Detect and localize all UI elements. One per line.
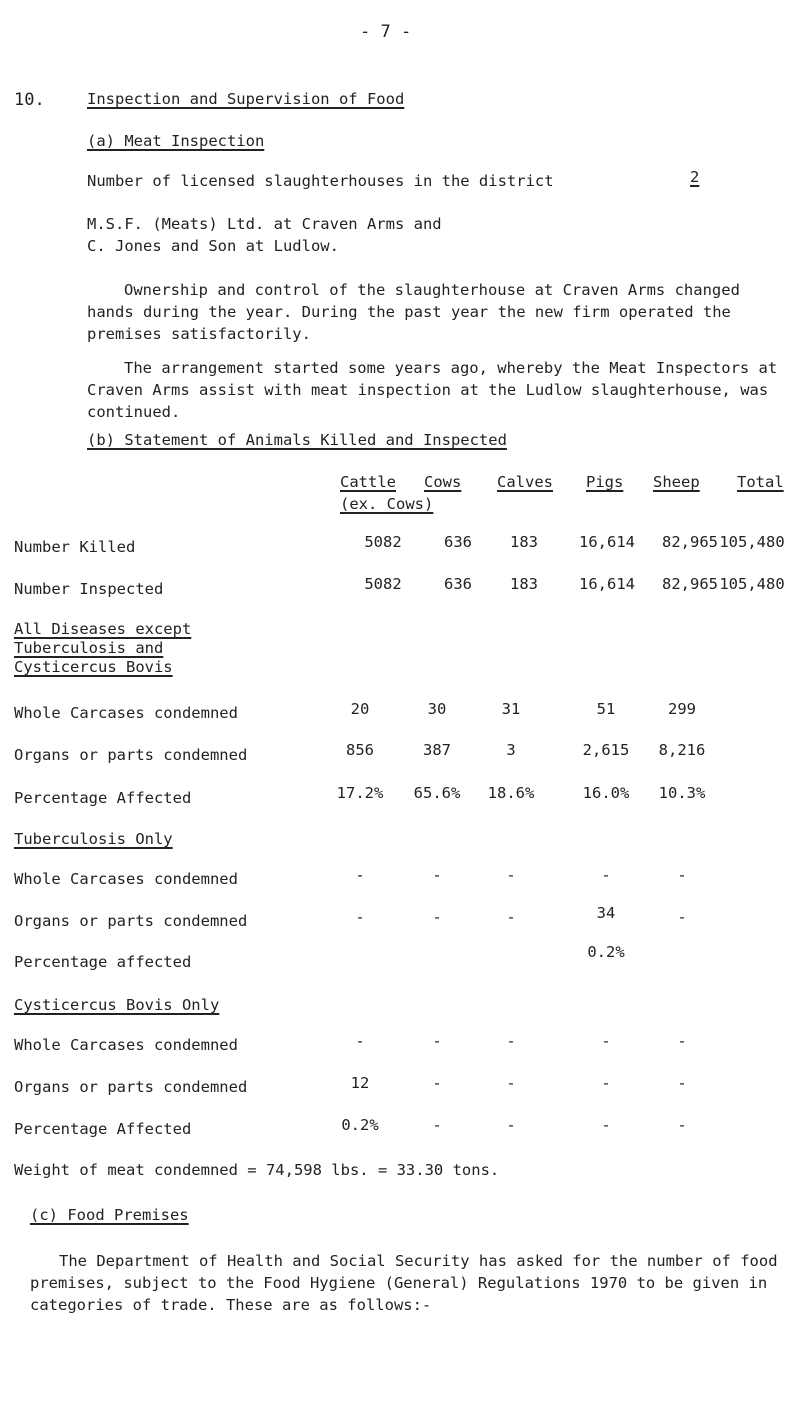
col-header-cows: Cows — [424, 473, 462, 491]
table-cell: - — [432, 908, 442, 926]
table-cell: 636 — [444, 533, 472, 551]
table-cell: - — [506, 908, 516, 926]
col-header-total: Total — [737, 473, 784, 491]
table-cell: - — [677, 1032, 687, 1050]
table-cell: - — [506, 866, 516, 884]
table-cell: - — [677, 908, 687, 926]
table-cell: 299 — [668, 700, 696, 718]
all-diseases-heading-2: Tuberculosis and — [14, 639, 164, 657]
slaughterhouse-line-2: C. Jones and Son at Ludlow. — [87, 237, 339, 255]
section-number: 10. — [14, 90, 45, 110]
all-diseases-heading-3: Cysticercus Bovis — [14, 658, 173, 676]
table-cell: 17.2% — [336, 784, 384, 802]
table-cell: 8,216 — [658, 741, 706, 759]
table-cell: 65.6% — [413, 784, 461, 802]
table-cell: 12 — [350, 1074, 370, 1092]
table-cell: - — [355, 866, 365, 884]
table-cell: 34 — [596, 904, 616, 922]
slaughterhouses-count: 2 — [690, 168, 700, 186]
food-premises-heading: (c) Food Premises — [30, 1206, 189, 1224]
tuberculosis-heading: Tuberculosis Only — [14, 830, 173, 848]
number-inspected-label: Number Inspected — [14, 580, 164, 598]
ownership-paragraph: Ownership and control of the slaughterhouse at Craven Arms changed hands during the year. During the past year the new firm operated the premises satisfactorily. — [87, 281, 740, 343]
table-cell: - — [355, 908, 365, 926]
number-killed-label: Number Killed — [14, 538, 136, 556]
table-cell: 82,965 — [662, 533, 718, 551]
row-label: Percentage Affected — [14, 1120, 192, 1138]
row-label: Whole Carcases condemned — [14, 1036, 238, 1054]
table-cell: 105,480 — [719, 575, 785, 593]
all-diseases-heading-1: All Diseases except — [14, 620, 192, 638]
slaughterhouses-label: Number of licensed slaughterhouses in the district — [87, 172, 554, 190]
table-cell: 856 — [346, 741, 374, 759]
table-cell: - — [432, 1032, 442, 1050]
table-cell: - — [601, 866, 611, 884]
table-cell: 5082 — [364, 575, 402, 593]
row-label: Organs or parts condemned — [14, 1078, 248, 1096]
weight-condemned: Weight of meat condemned = 74,598 lbs. = 33.30 tons. — [14, 1161, 500, 1179]
table-cell: 0.2% — [341, 1116, 379, 1134]
table-cell: 183 — [510, 575, 538, 593]
table-cell: 16.0% — [582, 784, 630, 802]
table-cell: 16,614 — [579, 575, 635, 593]
table-cell: - — [432, 866, 442, 884]
table-cell: 10.3% — [658, 784, 706, 802]
page-number: - 7 - — [360, 22, 412, 42]
table-cell: - — [432, 1074, 442, 1092]
cysticercus-heading: Cysticercus Bovis Only — [14, 996, 220, 1014]
table-cell: - — [432, 1116, 442, 1134]
slaughterhouse-line-1: M.S.F. (Meats) Ltd. at Craven Arms and — [87, 215, 442, 233]
table-cell: - — [601, 1116, 611, 1134]
table-cell: - — [677, 866, 687, 884]
table-cell: 51 — [596, 700, 616, 718]
table-cell: 2,615 — [582, 741, 630, 759]
row-label: Organs or parts condemned — [14, 746, 248, 764]
table-cell: 105,480 — [719, 533, 785, 551]
arrangement-paragraph: The arrangement started some years ago, whereby the Meat Inspectors at Craven Arms assist with meat inspection at the Ludlow slaughterhouse, was continued. — [87, 359, 778, 421]
col-header-cattle: Cattle — [340, 473, 396, 491]
table-cell: 31 — [501, 700, 521, 718]
table-cell: 30 — [427, 700, 447, 718]
row-label: Percentage Affected — [14, 789, 192, 807]
table-cell: 3 — [506, 741, 516, 759]
row-label: Organs or parts condemned — [14, 912, 248, 930]
table-cell: - — [506, 1116, 516, 1134]
table-cell: 0.2% — [587, 943, 625, 961]
food-premises-paragraph: The Department of Health and Social Security has asked for the number of food premises, subject to the Food Hygiene (General) Regulations 1970 to be given in categories of trade. These are as follows:- — [30, 1252, 778, 1314]
table-cell: - — [601, 1074, 611, 1092]
meat-inspection-heading: (a) Meat Inspection — [87, 132, 265, 150]
row-label: Whole Carcases condemned — [14, 870, 238, 888]
table-cell: 636 — [444, 575, 472, 593]
table-cell: - — [355, 1032, 365, 1050]
table-cell: - — [677, 1074, 687, 1092]
col-header-pigs: Pigs — [586, 473, 624, 491]
col-subheader: (ex. Cows) — [340, 495, 434, 513]
col-header-sheep: Sheep — [653, 473, 700, 491]
table-cell: 18.6% — [487, 784, 535, 802]
table-cell: 387 — [423, 741, 451, 759]
statement-heading: (b) Statement of Animals Killed and Inspected — [87, 431, 507, 449]
table-cell: 82,965 — [662, 575, 718, 593]
table-cell: - — [677, 1116, 687, 1134]
table-cell: 5082 — [364, 533, 402, 551]
table-cell: 20 — [350, 700, 370, 718]
section-title: Inspection and Supervision of Food — [87, 90, 405, 108]
row-label: Percentage affected — [14, 953, 192, 971]
row-label: Whole Carcases condemned — [14, 704, 238, 722]
table-cell: - — [601, 1032, 611, 1050]
table-cell: 183 — [510, 533, 538, 551]
table-cell: - — [506, 1074, 516, 1092]
table-cell: - — [506, 1032, 516, 1050]
col-header-calves: Calves — [497, 473, 553, 491]
table-cell: 16,614 — [579, 533, 635, 551]
